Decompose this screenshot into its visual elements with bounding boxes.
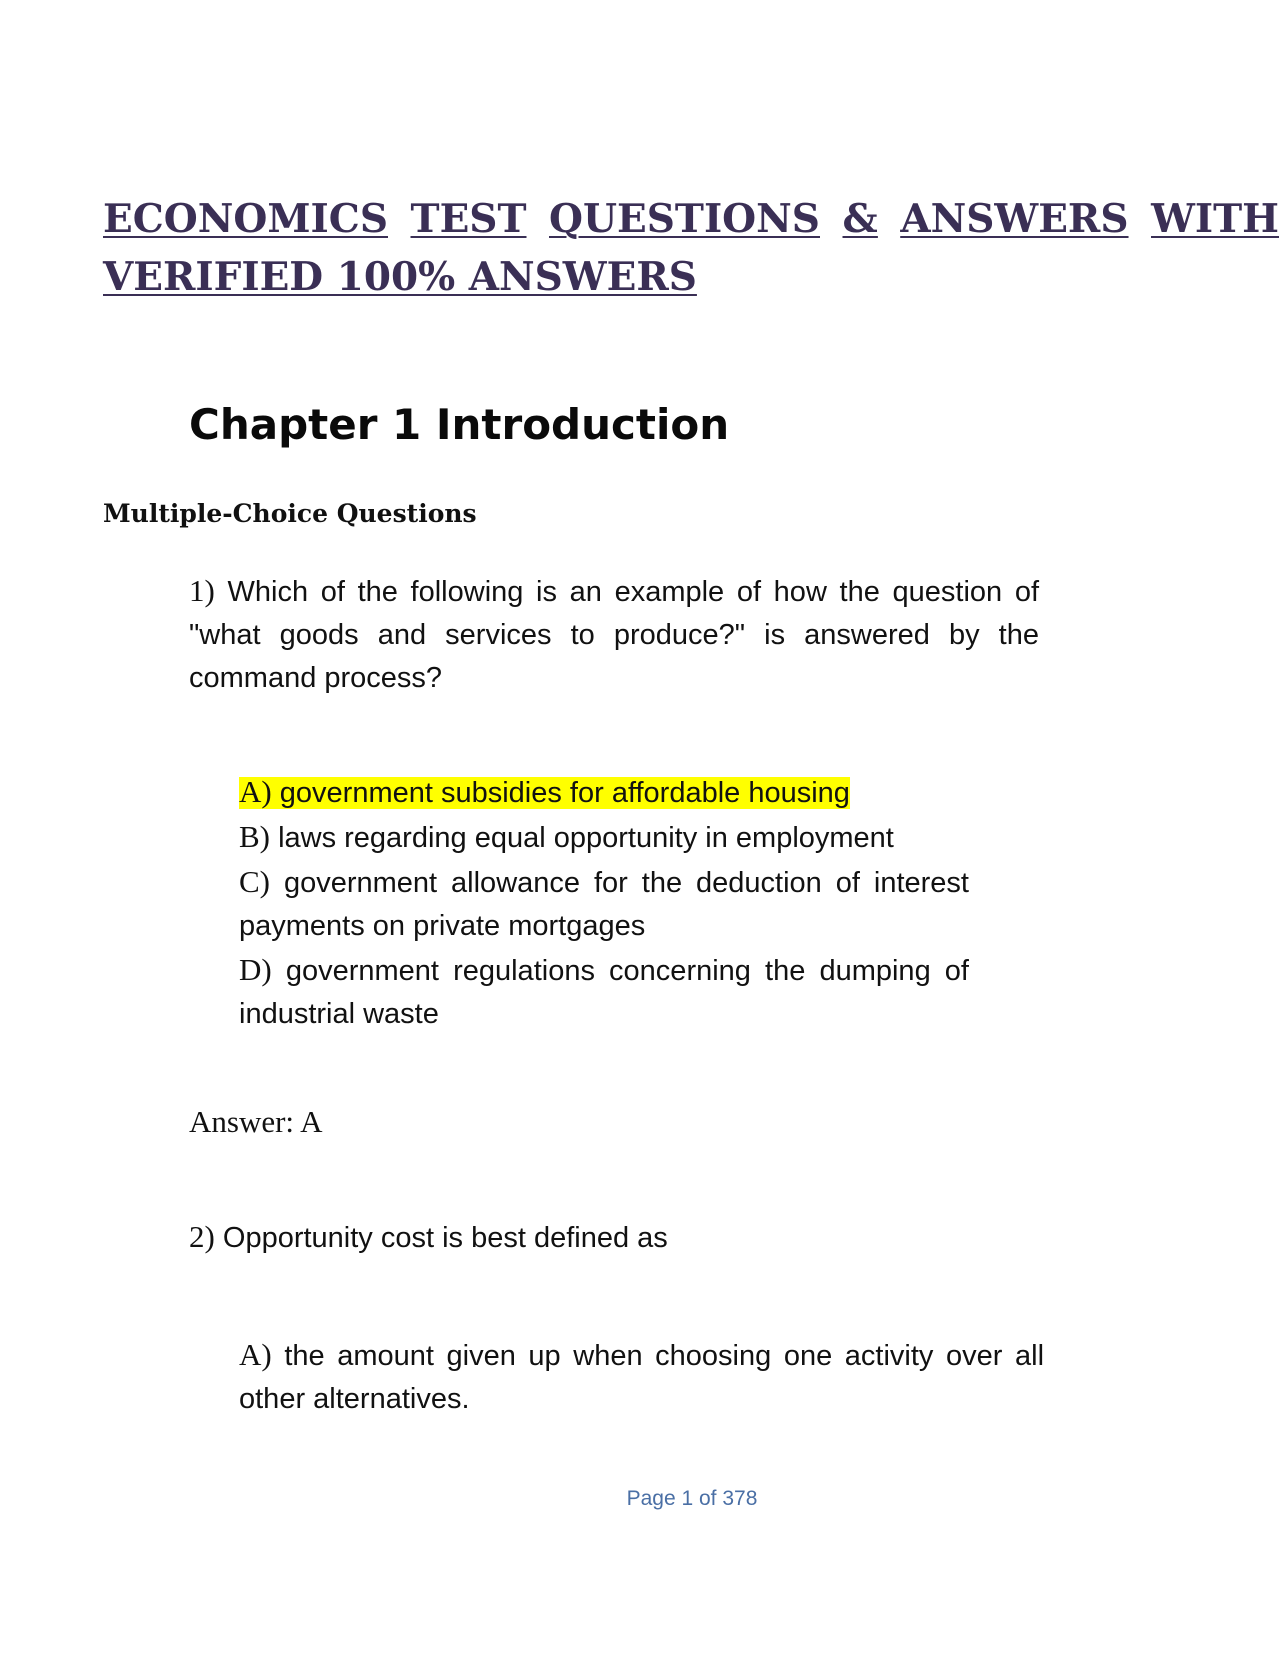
question-2-options [239, 1333, 1044, 1421]
option-text: laws regarding equal opportunity in employment [278, 822, 894, 854]
document-title [103, 190, 1280, 306]
title-word: WITH [1151, 196, 1279, 242]
question-1-options [239, 770, 969, 1036]
option-d [239, 948, 969, 1036]
page-number-footer: Page 1 of 378 [626, 1487, 758, 1510]
option-c [239, 860, 969, 948]
document-title-line-2: VERIFIED 100% ANSWERS [103, 254, 697, 300]
option-letter: A) [239, 1337, 272, 1372]
question-1 [189, 569, 1039, 700]
title-word: QUESTIONS [549, 196, 820, 242]
option-letter: D) [239, 952, 272, 987]
document-title-line-1 [103, 190, 1279, 248]
answer-highlight [239, 774, 850, 809]
section-label: Multiple-Choice Questions [103, 499, 477, 528]
option-text: government subsidies for affordable housing [279, 777, 850, 809]
option-letter: A) [239, 774, 272, 809]
option-letter: C) [239, 864, 270, 899]
chapter-heading: Chapter 1 Introduction [189, 400, 730, 449]
option-text: the amount given up when choosing one activity over all other alternatives. [239, 1340, 1045, 1415]
question-number: 1) [189, 573, 215, 608]
question-number: 2) [189, 1219, 215, 1254]
option-letter: B) [239, 819, 270, 854]
title-word: TEST [410, 196, 527, 242]
option-a [239, 1333, 1044, 1421]
option-b [239, 815, 969, 860]
title-word: & [842, 196, 878, 242]
answer-line: Answer: A [189, 1104, 323, 1139]
question-text: Which of the following is an example of how the question of "what goods and services to produce?" is answered by the command process? [189, 576, 1039, 694]
option-a [239, 770, 969, 815]
title-word: ECONOMICS [103, 196, 388, 242]
title-word: ANSWERS [900, 196, 1129, 242]
question-text: Opportunity cost is best defined as [222, 1222, 668, 1254]
option-text: government regulations concerning the dumping of industrial waste [239, 955, 969, 1030]
question-2 [189, 1215, 1039, 1260]
option-text: government allowance for the deduction of interest payments on private mortgages [239, 867, 969, 942]
